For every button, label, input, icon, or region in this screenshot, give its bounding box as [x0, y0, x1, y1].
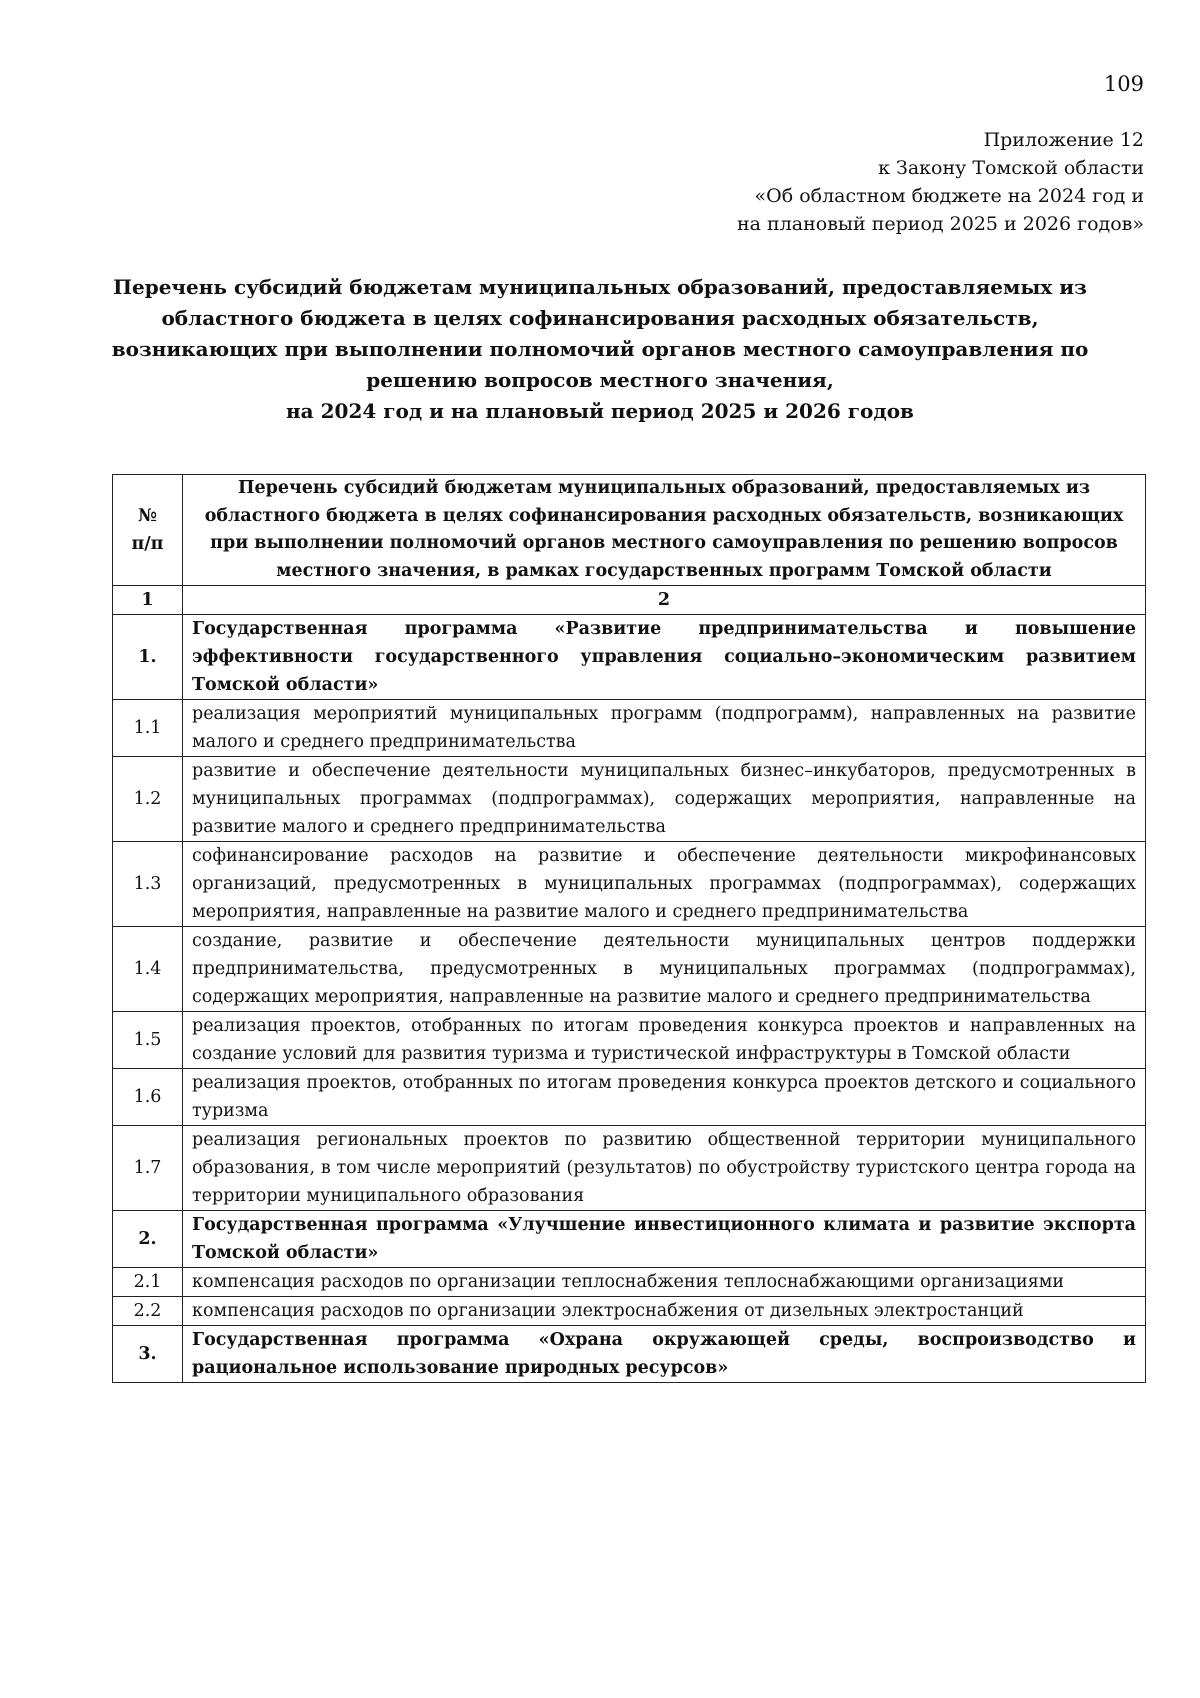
- row-text: реализация проектов, отобранных по итогам проведения конкурса проектов детского и социального туризма: [183, 1069, 1146, 1126]
- table-row: [113, 927, 1146, 1012]
- header-text-cell: Перечень субсидий бюджетам муниципальных образований, предоставляемых из областного бюджета в целях софинансирования расходных обязательств, возникающих при выполнении полномочий органов местного самоуправления по решению вопросов местного значения, в рамках государственных программ Томской области: [183, 475, 1146, 586]
- header-number-symbol: №: [137, 506, 158, 526]
- document-title: [100, 272, 1100, 427]
- row-text: развитие и обеспечение деятельности муниципальных бизнес–инкубаторов, предусмотренных в муниципальных программах (подпрограммах), содержащих мероприятия, направленные на развитие малого и среднего предпринимательства: [183, 757, 1146, 842]
- column-number-2: 2: [183, 586, 1146, 615]
- row-text: компенсация расходов по организации теплоснабжения теплоснабжающими организациями: [183, 1268, 1146, 1297]
- table-row: [113, 1126, 1146, 1211]
- title-line: решению вопросов местного значения,: [366, 368, 834, 392]
- row-text: реализация мероприятий муниципальных программ (подпрограмм), направленных на развитие малого и среднего предпринимательства: [183, 700, 1146, 757]
- column-number-row: [113, 586, 1146, 615]
- row-number: 1.4: [113, 927, 183, 1012]
- row-text: софинансирование расходов на развитие и обеспечение деятельности микрофинансовых организаций, предусмотренных в муниципальных программах (подпрограммах), содержащих мероприятия, направленные на развитие малого и среднего предпринимательства: [183, 842, 1146, 927]
- page-number: 109: [1103, 72, 1144, 96]
- subsidies-table: [112, 474, 1146, 1383]
- header-number-cell: [113, 475, 183, 586]
- row-number: 2.: [113, 1211, 183, 1268]
- row-text: компенсация расходов по организации электроснабжения от дизельных электростанций: [183, 1297, 1146, 1326]
- table-row: [113, 1012, 1146, 1069]
- row-number: 1.7: [113, 1126, 183, 1211]
- table-row: [113, 1268, 1146, 1297]
- program-row: [113, 1211, 1146, 1268]
- title-line: областного бюджета в целях софинансирования расходных обязательств,: [161, 306, 1039, 330]
- row-text: создание, развитие и обеспечение деятельности муниципальных центров поддержки предпринимательства, предусмотренных в муниципальных программах (подпрограммах), содержащих мероприятия, направленные на развитие малого и среднего предпринимательства: [183, 927, 1146, 1012]
- row-text: Государственная программа «Развитие предпринимательства и повышение эффективности государственного управления социально–экономическим развитием Томской области»: [183, 615, 1146, 700]
- program-row: [113, 1326, 1146, 1383]
- row-number: 1.2: [113, 757, 183, 842]
- row-number: 3.: [113, 1326, 183, 1383]
- row-text: Государственная программа «Охрана окружающей среды, воспроизводство и рациональное использование природных ресурсов»: [183, 1326, 1146, 1383]
- table-row: [113, 700, 1146, 757]
- table-row: [113, 1069, 1146, 1126]
- title-line: возникающих при выполнении полномочий органов местного самоуправления по: [111, 337, 1089, 361]
- row-number: 2.1: [113, 1268, 183, 1297]
- row-number: 1.: [113, 615, 183, 700]
- title-line: на 2024 год и на плановый период 2025 и 2026 годов: [286, 399, 914, 423]
- table-header-row: [113, 475, 1146, 586]
- row-number: 2.2: [113, 1297, 183, 1326]
- table-row: [113, 757, 1146, 842]
- appendix-line: на плановый период 2025 и 2026 годов»: [737, 213, 1144, 235]
- appendix-line: Приложение 12: [983, 129, 1144, 151]
- appendix-line: «Об областном бюджете на 2024 год и: [754, 185, 1144, 207]
- appendix-reference: [737, 126, 1144, 238]
- table-row: [113, 1297, 1146, 1326]
- row-number: 1.1: [113, 700, 183, 757]
- title-line: Перечень субсидий бюджетам муниципальных образований, предоставляемых из: [113, 275, 1087, 299]
- row-text: реализация проектов, отобранных по итогам проведения конкурса проектов и направленных на создание условий для развития туризма и туристической инфраструктуры в Томской области: [183, 1012, 1146, 1069]
- appendix-line: к Закону Томской области: [878, 157, 1144, 179]
- row-text: реализация региональных проектов по развитию общественной территории муниципального образования, в том числе мероприятий (результатов) по обустройству туристского центра города на территории муниципального образования: [183, 1126, 1146, 1211]
- row-number: 1.5: [113, 1012, 183, 1069]
- header-number-abbr: п/п: [131, 534, 164, 554]
- table-row: [113, 842, 1146, 927]
- row-text: Государственная программа «Улучшение инвестиционного климата и развитие экспорта Томской области»: [183, 1211, 1146, 1268]
- program-row: [113, 615, 1146, 700]
- row-number: 1.6: [113, 1069, 183, 1126]
- row-number: 1.3: [113, 842, 183, 927]
- column-number-1: 1: [113, 586, 183, 615]
